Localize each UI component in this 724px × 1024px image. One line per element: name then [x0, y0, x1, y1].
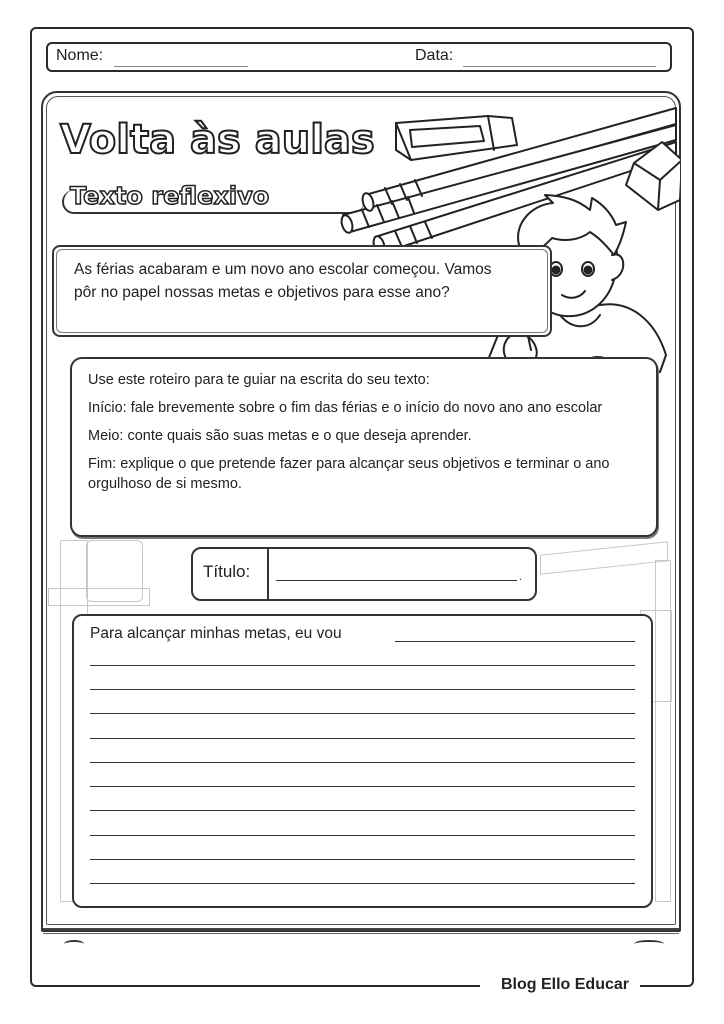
writing-prompt: Para alcançar minhas metas, eu vou [90, 625, 342, 642]
writing-line[interactable] [90, 883, 635, 884]
intro-text: As férias acabaram e um novo ano escolar começou. Vamos pôr no papel nossas metas e objetivos para esse ano? [74, 261, 492, 301]
footer-brand: Blog Ello Educar [500, 976, 629, 993]
writing-line[interactable] [90, 810, 635, 811]
writing-line[interactable] [90, 762, 635, 763]
writing-line[interactable] [90, 689, 635, 690]
bottom-rule-2 [43, 933, 679, 934]
bottom-rule [43, 928, 679, 930]
writing-line[interactable] [90, 835, 635, 836]
guide-item-meio: Meio: conte quais são suas metas e o que deseja aprender. [88, 428, 472, 444]
title-divider [267, 548, 269, 600]
name-date-bar [46, 42, 672, 72]
title-end-mark: . [519, 572, 523, 583]
title-input-line[interactable] [276, 580, 517, 581]
guide-item-inicio: Início: fale brevemente sobre o fim das férias e o início do novo ano ano escolar [88, 400, 603, 416]
guide-content [88, 370, 648, 502]
name-field[interactable] [114, 66, 248, 67]
name-label: Nome: [56, 47, 104, 64]
desk-leg-left [64, 940, 84, 948]
writing-line[interactable] [90, 713, 635, 714]
date-label: Data: [415, 47, 454, 64]
writing-line-1[interactable] [395, 641, 635, 642]
writing-line[interactable] [90, 665, 635, 666]
writing-end-mark: . [631, 876, 635, 887]
writing-box [72, 614, 653, 908]
date-field[interactable] [463, 66, 656, 67]
title-label: Título: [203, 562, 251, 581]
title-subtitle: Texto reflexivo [70, 182, 270, 210]
writing-line[interactable] [90, 859, 635, 860]
bg-desk-left [48, 588, 150, 606]
eraser-icon [396, 116, 517, 160]
writing-line[interactable] [90, 738, 635, 739]
title-main: Volta às aulas [60, 117, 375, 163]
writing-line[interactable] [90, 786, 635, 787]
guide-instruction: Use este roteiro para te guiar na escrita do seu texto: [88, 372, 430, 388]
desk-leg-right [634, 940, 664, 948]
guide-item-fim: Fim: explique o que pretende fazer para alcançar seus objetivos e terminar o ano orgulhoso de si mesmo. [88, 456, 610, 492]
